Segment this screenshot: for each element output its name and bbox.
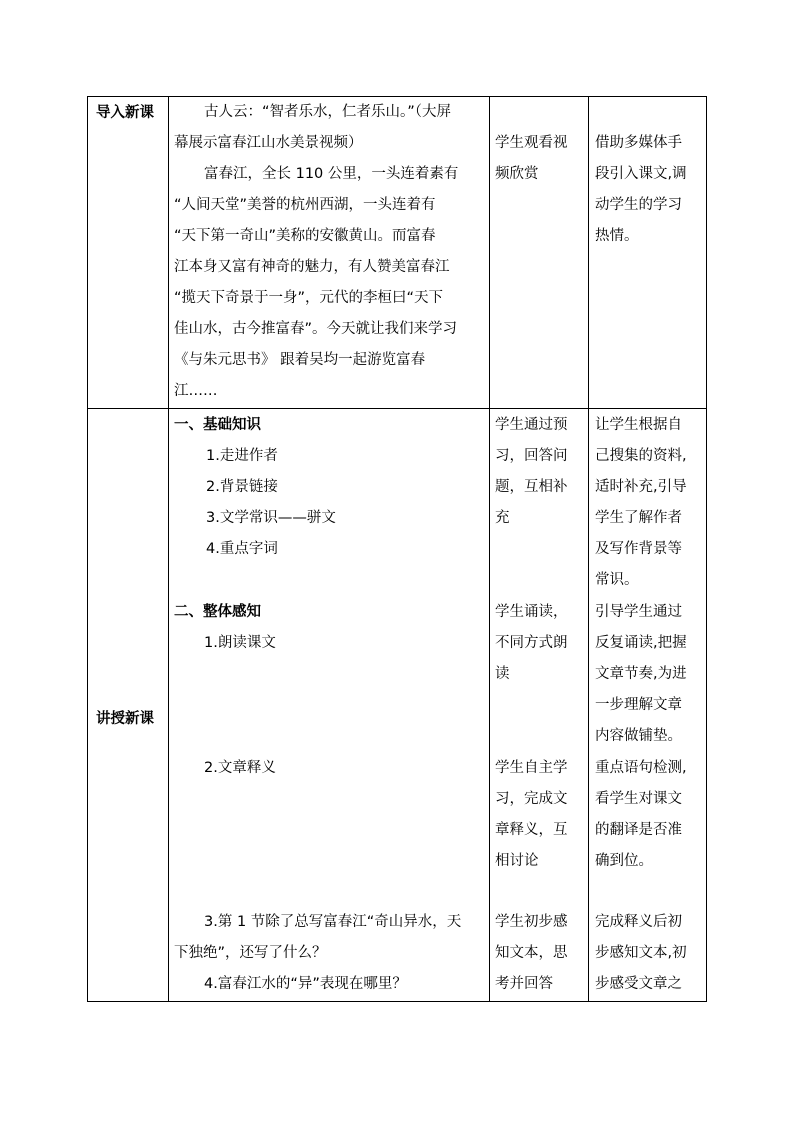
column-divider — [168, 97, 169, 1001]
basic-knowledge-block — [174, 410, 486, 565]
basic-knowledge-student — [495, 410, 587, 534]
column-divider — [588, 97, 589, 1001]
content-line: 古人云：“智者乐水，仁者乐山。”（大屏 — [204, 104, 452, 120]
intro-student-activity — [495, 128, 587, 190]
overall-perception-student — [495, 597, 587, 690]
block-item: 下独绝”，还写了什么？ — [174, 945, 327, 961]
purpose-line: 确到位。 — [595, 853, 653, 869]
block-heading: 一、基础知识 — [174, 417, 261, 433]
purpose-line: 段引入课文,调 — [595, 166, 687, 182]
student-line: 读 — [495, 666, 510, 682]
overall-perception-block — [174, 597, 486, 659]
content-line: 幕展示富春江山水美景视频） — [174, 135, 363, 151]
purpose-line: 的翻译是否准 — [595, 822, 682, 838]
block-item: 4.富春江水的“异”表现在哪里？ — [204, 976, 407, 992]
purpose-line: 让学生根据自 — [595, 417, 682, 433]
purpose-line: 借助多媒体手 — [595, 135, 682, 151]
block-heading: 二、整体感知 — [174, 604, 261, 620]
purpose-line: 反复诵读,把握 — [595, 635, 687, 651]
purpose-line: 适时补充,引导 — [595, 479, 687, 495]
purpose-line: 己搜集的资料, — [595, 448, 687, 464]
section-label-intro: 导入新课 — [96, 105, 154, 121]
purpose-line: 看学生对课文 — [595, 791, 682, 807]
content-line: “揽天下奇景于一身”，元代的李桓曰“天下 — [174, 290, 444, 306]
questions-block — [174, 907, 486, 1000]
content-line: 江本身又富有神奇的魅力，有人赞美富春江 — [174, 259, 450, 275]
purpose-line: 完成释义后初 — [595, 914, 682, 930]
overall-perception-purpose — [595, 597, 707, 752]
purpose-line: 引导学生通过 — [595, 604, 682, 620]
block-item: 2.文章释义 — [204, 760, 276, 776]
questions-student — [495, 907, 587, 1000]
intro-design-purpose — [595, 128, 707, 252]
purpose-line: 动学生的学习 — [595, 197, 682, 213]
row-divider — [88, 408, 706, 409]
text-interpretation-block — [174, 753, 486, 784]
block-item: 2.背景链接 — [206, 479, 278, 495]
block-item: 1.走进作者 — [206, 448, 278, 464]
block-item: 1.朗读课文 — [204, 635, 276, 651]
student-line: 习，完成文 — [495, 791, 568, 807]
student-line: 学生初步感 — [495, 914, 568, 930]
block-item: 4.重点字词 — [206, 541, 278, 557]
content-line: 《与朱元思书》 跟着吴均一起游览富春 — [174, 352, 426, 368]
purpose-line: 一步理解文章 — [595, 697, 682, 713]
purpose-line: 文章节奏,为进 — [595, 666, 687, 682]
content-line: 佳山水，古今推富春”。今天就让我们来学习 — [174, 321, 458, 337]
questions-purpose — [595, 907, 707, 1000]
purpose-line: 学生了解作者 — [595, 510, 682, 526]
student-line: 题，互相补 — [495, 479, 568, 495]
basic-knowledge-purpose — [595, 410, 707, 596]
content-line: “人间天堂”美誉的杭州西湖，一头连着有 — [174, 197, 436, 213]
lesson-plan-table — [87, 96, 707, 1002]
student-line: 充 — [495, 510, 510, 526]
purpose-line: 重点语句检测, — [595, 760, 687, 776]
purpose-line: 内容做铺垫。 — [595, 728, 682, 744]
block-item: 3.文学常识——骈文 — [206, 510, 336, 526]
text-interpretation-student — [495, 753, 587, 877]
student-line: 知文本，思 — [495, 945, 568, 961]
student-line: 学生诵读， — [495, 604, 568, 620]
content-line: 江…… — [174, 383, 218, 399]
student-line: 不同方式朗 — [495, 635, 568, 651]
student-line: 相讨论 — [495, 853, 539, 869]
content-line: 富春江，全长 110 公里，一头连着素有 — [204, 166, 459, 182]
student-line: 学生观看视 — [495, 135, 568, 151]
purpose-line: 热情。 — [595, 228, 639, 244]
student-line: 考并回答 — [495, 976, 553, 992]
student-line: 习，回答问 — [495, 448, 568, 464]
section-label-new-lesson: 讲授新课 — [96, 711, 154, 727]
text-interpretation-purpose — [595, 753, 707, 877]
student-line: 学生自主学 — [495, 760, 568, 776]
student-line: 学生通过预 — [495, 417, 568, 433]
student-line: 频欣赏 — [495, 166, 539, 182]
block-item: 3.第 1 节除了总写富春江“奇山异水，天 — [204, 914, 462, 930]
purpose-line: 常识。 — [595, 572, 639, 588]
purpose-line: 步感受文章之 — [595, 976, 682, 992]
purpose-line: 步感知文本,初 — [595, 945, 687, 961]
intro-content — [174, 97, 486, 407]
student-line: 章释义，互 — [495, 822, 568, 838]
purpose-line: 及写作背景等 — [595, 541, 682, 557]
column-divider — [489, 97, 490, 1001]
content-line: “天下第一奇山”美称的安徽黄山。而富春 — [174, 228, 436, 244]
